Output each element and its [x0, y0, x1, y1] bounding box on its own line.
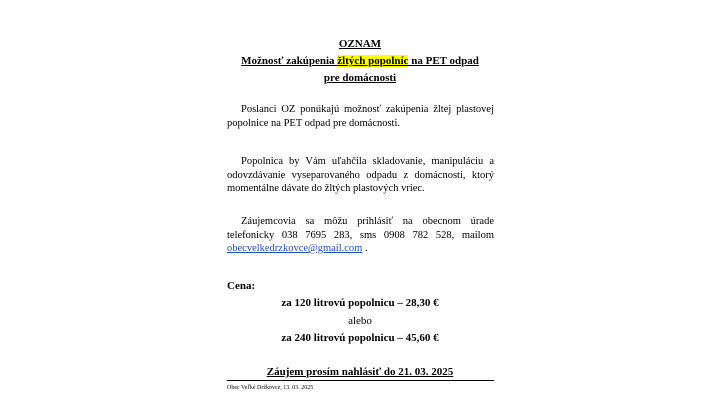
notice-subtitle-line2: pre domácnosti	[323, 72, 397, 84]
subtitle-highlight: žltých popolníc	[337, 55, 409, 67]
price-240: za 240 litrovú popolnicu – 45,60 €	[281, 332, 439, 344]
notice-heading: OZNAM	[338, 38, 382, 50]
price-120: za 120 litrovú popolnicu – 28,30 €	[281, 297, 439, 309]
notice-subtitle	[0, 55, 720, 67]
subtitle-pre: Možnosť zakúpenia	[241, 55, 338, 67]
paragraph-offer	[227, 103, 494, 130]
price-label: Cena:	[227, 280, 256, 292]
paragraph-contact	[227, 215, 494, 256]
footer-rule	[227, 380, 494, 381]
paragraph-benefits	[227, 155, 494, 196]
paragraph-contact-text: Záujemcovia sa môžu prihlásiť na obecnom úrade telefonicky 038 7695 283, sms 0908 782 528, mailom	[227, 216, 494, 241]
footer-text: Obec Veľké Držkovce, 13. 03. 2025	[227, 385, 314, 391]
email-link[interactable]: obecvelkedrzkovce@gmail.com	[227, 243, 363, 254]
deadline: Záujem prosím nahlásiť do 21. 03. 2025	[266, 366, 454, 378]
price-or: alebo	[348, 315, 372, 327]
paragraph-contact-end: .	[362, 243, 368, 254]
paragraph-benefits-text: Popolnica by Vám uľahčila skladovanie, manipuláciu a odovzdávanie vyseparovaného odpadu z domácnosti, ktorý momentálne dávate do žltých plastových vriec.	[227, 156, 494, 194]
paragraph-offer-text: Poslanci OZ ponúkajú možnosť zakúpenia žltej plastovej popolnice na PET odpad pre domácnosti.	[227, 104, 494, 129]
subtitle-post: na PET odpad	[408, 55, 479, 67]
